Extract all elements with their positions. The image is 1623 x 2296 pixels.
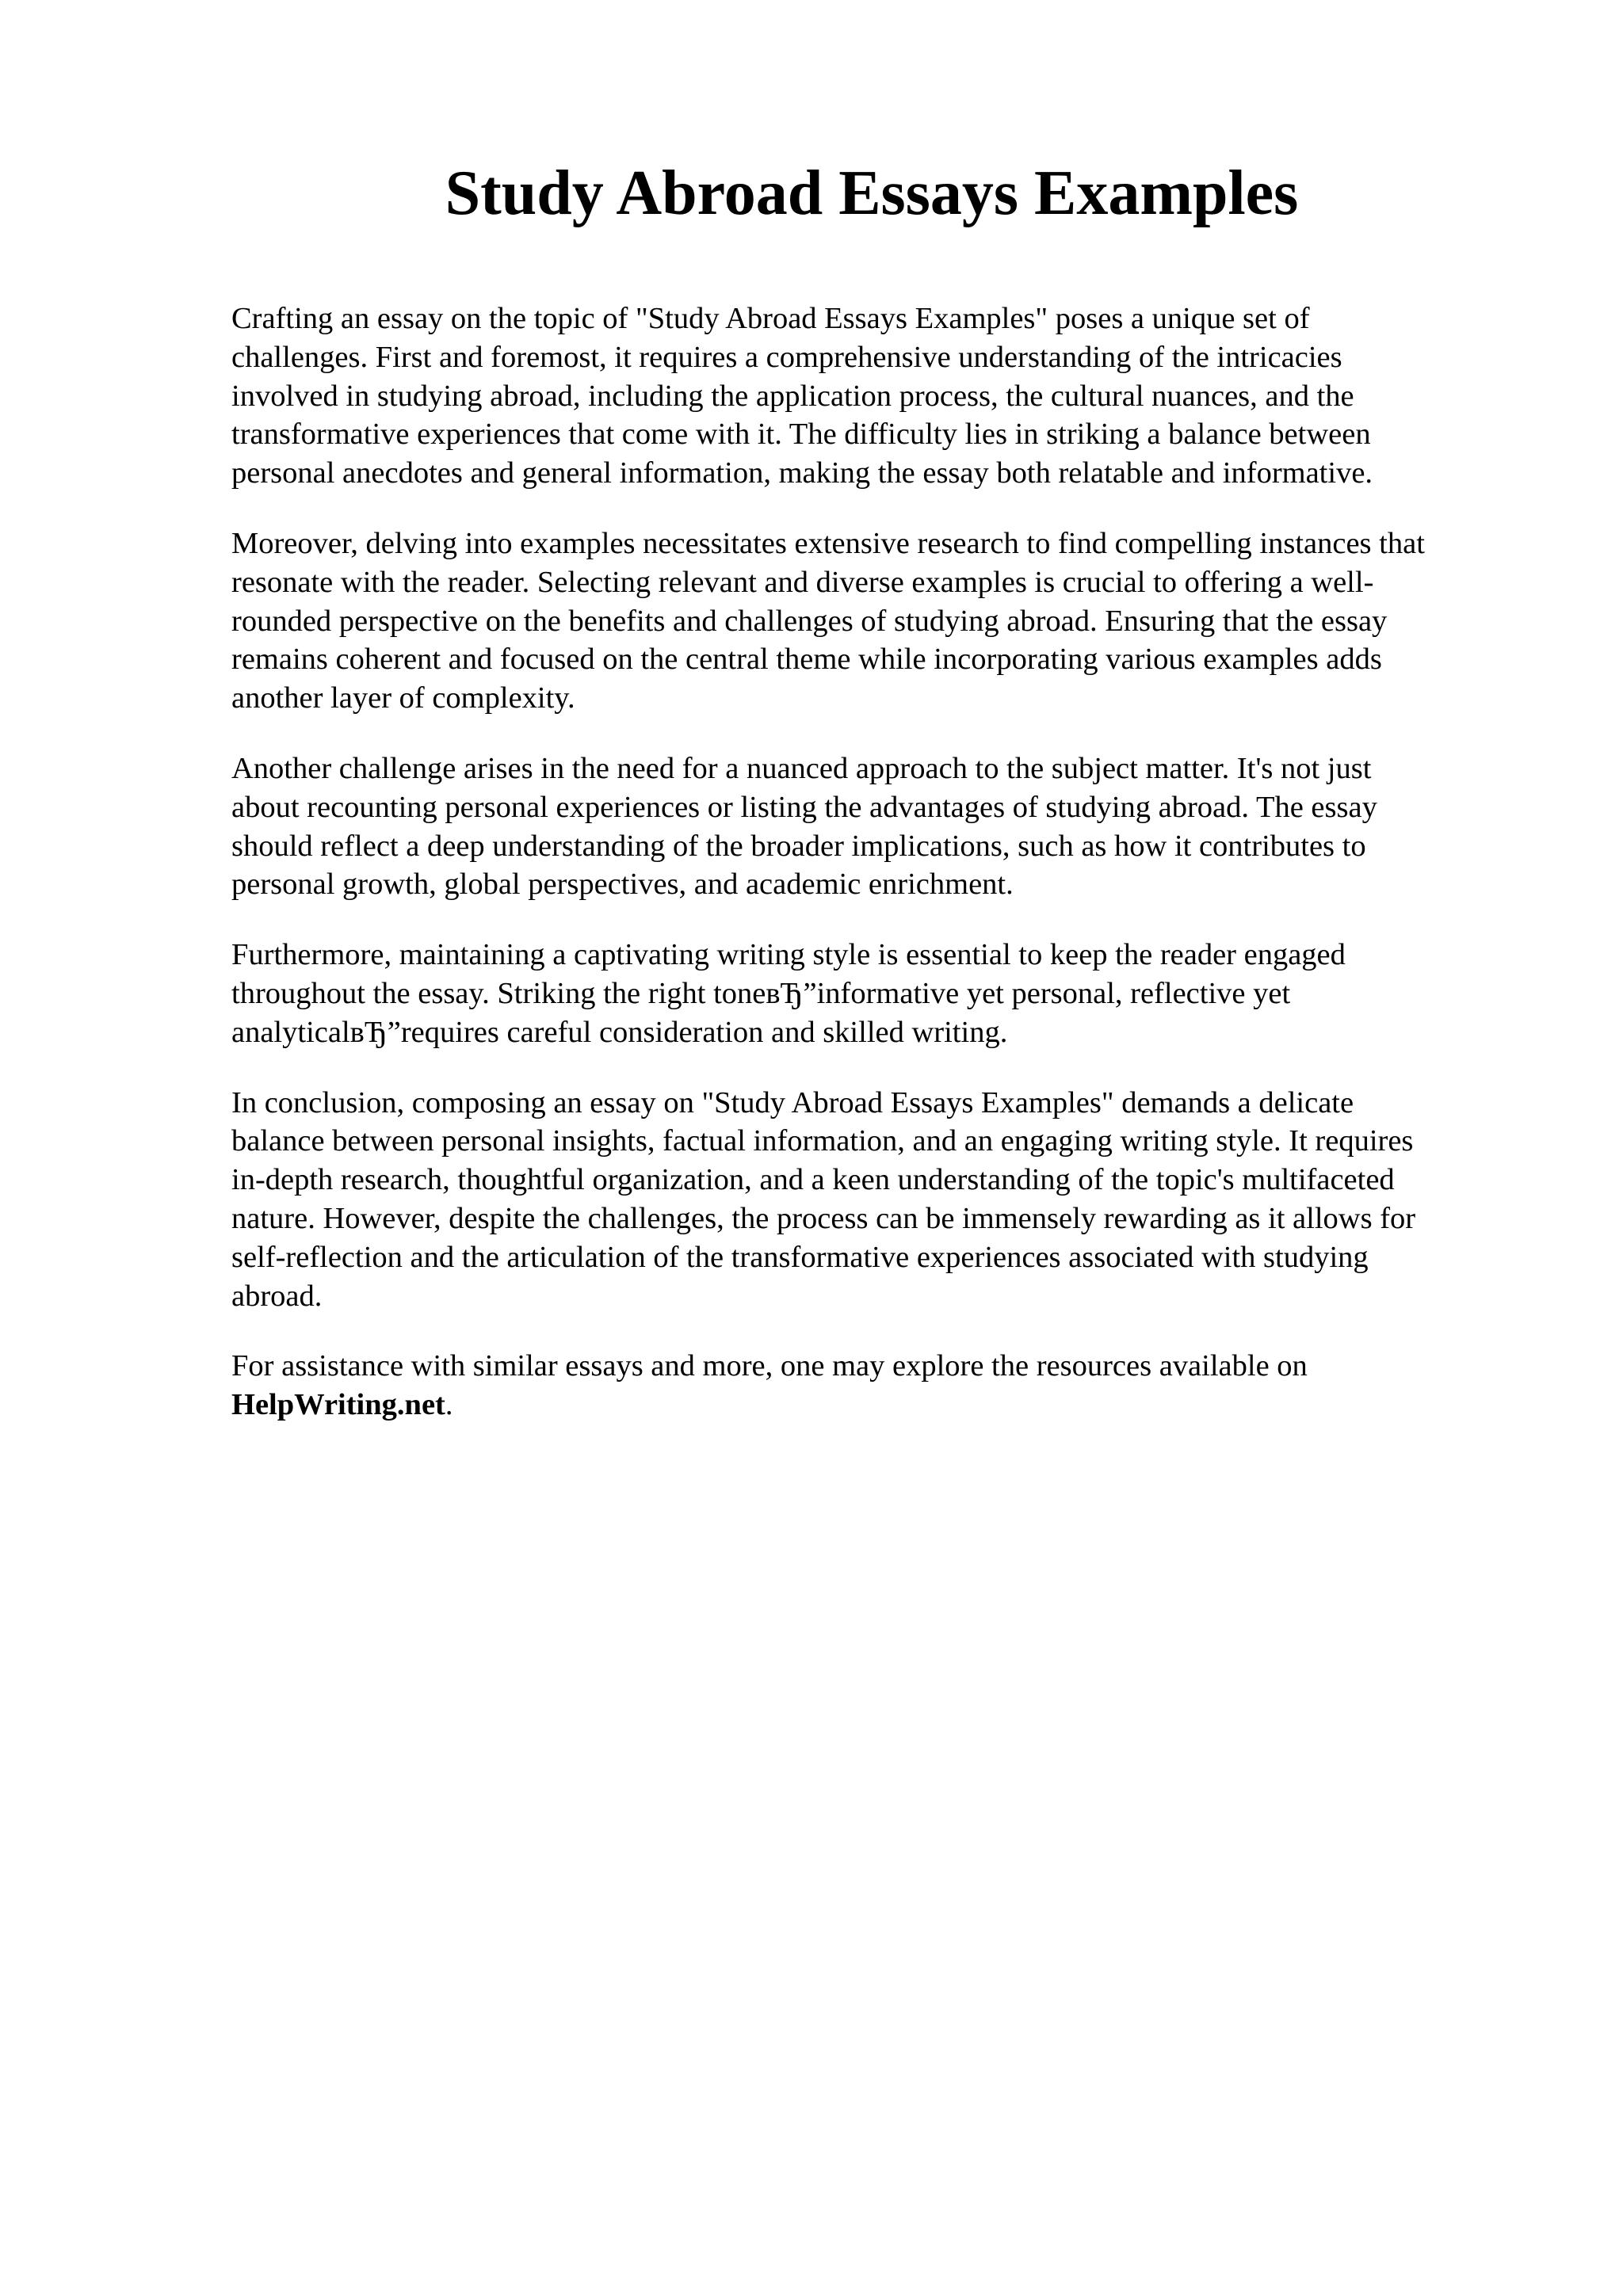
footer-paragraph xyxy=(231,1347,1531,1425)
essay-body xyxy=(231,299,1531,1425)
text-line: remains coherent and focused on the central theme while incorporating various examples adds xyxy=(231,643,1382,677)
text-line: challenges. First and foremost, it requires a comprehensive understanding of the intricacies xyxy=(231,340,1342,374)
text-line: rounded perspective on the benefits and challenges of studying abroad. Ensuring that the essay xyxy=(231,604,1388,638)
text-line: transformative experiences that come with it. The difficulty lies in striking a balance between xyxy=(231,418,1371,452)
text-line: Another challenge arises in the need for a nuanced approach to the subject matter. It's not just xyxy=(231,751,1372,785)
text-line: resonate with the reader. Selecting relevant and diverse examples is crucial to offering a well- xyxy=(231,565,1374,599)
paragraph-5 xyxy=(231,1084,1531,1316)
text-line: abroad. xyxy=(231,1279,323,1313)
text-line: involved in studying abroad, including the application process, the cultural nuances, and the xyxy=(231,379,1354,413)
document-title: Study Abroad Essays Examples xyxy=(445,158,1299,228)
text-line: analyticalвЂ”requires careful consideration and skilled writing. xyxy=(231,1015,1008,1049)
brand-link[interactable]: HelpWriting.net xyxy=(231,1388,445,1422)
text-line: Furthermore, maintaining a captivating writing style is essential to keep the reader engaged xyxy=(231,938,1346,972)
text-line: personal anecdotes and general information, making the essay both relatable and informative. xyxy=(231,456,1373,490)
paragraph-1 xyxy=(231,299,1531,493)
text-line: another layer of complexity. xyxy=(231,681,575,715)
text-line: should reflect a deep understanding of the broader implications, such as how it contributes to xyxy=(231,829,1366,863)
text-line: self-reflection and the articulation of the transformative experiences associated with studying xyxy=(231,1240,1369,1274)
text-line: In conclusion, composing an essay on "Study Abroad Essays Examples" demands a delicate xyxy=(231,1085,1354,1119)
footer-brand-line xyxy=(231,1386,1531,1425)
paragraph-4 xyxy=(231,936,1531,1051)
text-line: in-depth research, thoughtful organization, and a keen understanding of the topic's multifaceted xyxy=(231,1163,1395,1197)
text-line: nature. However, despite the challenges, the process can be immensely rewarding as it allows for xyxy=(231,1201,1416,1235)
text-line: about recounting personal experiences or listing the advantages of studying abroad. The essay xyxy=(231,790,1377,824)
text-line: throughout the essay. Striking the right toneвЂ”informative yet personal, reflective yet xyxy=(231,976,1291,1010)
text-line: personal growth, global perspectives, and academic enrichment. xyxy=(231,868,1014,902)
text-line: balance between personal insights, factual information, and an engaging writing style. It requires xyxy=(231,1124,1414,1158)
paragraph-2 xyxy=(231,524,1531,718)
paragraph-3 xyxy=(231,749,1531,904)
text-line: Crafting an essay on the topic of "Study Abroad Essays Examples" poses a unique set of xyxy=(231,302,1310,335)
footer-text: For assistance with similar essays and more, one may explore the resources available on xyxy=(231,1349,1308,1383)
text-line: Moreover, delving into examples necessitates extensive research to find compelling instances that xyxy=(231,526,1425,560)
footer-end-punct: . xyxy=(445,1388,453,1422)
